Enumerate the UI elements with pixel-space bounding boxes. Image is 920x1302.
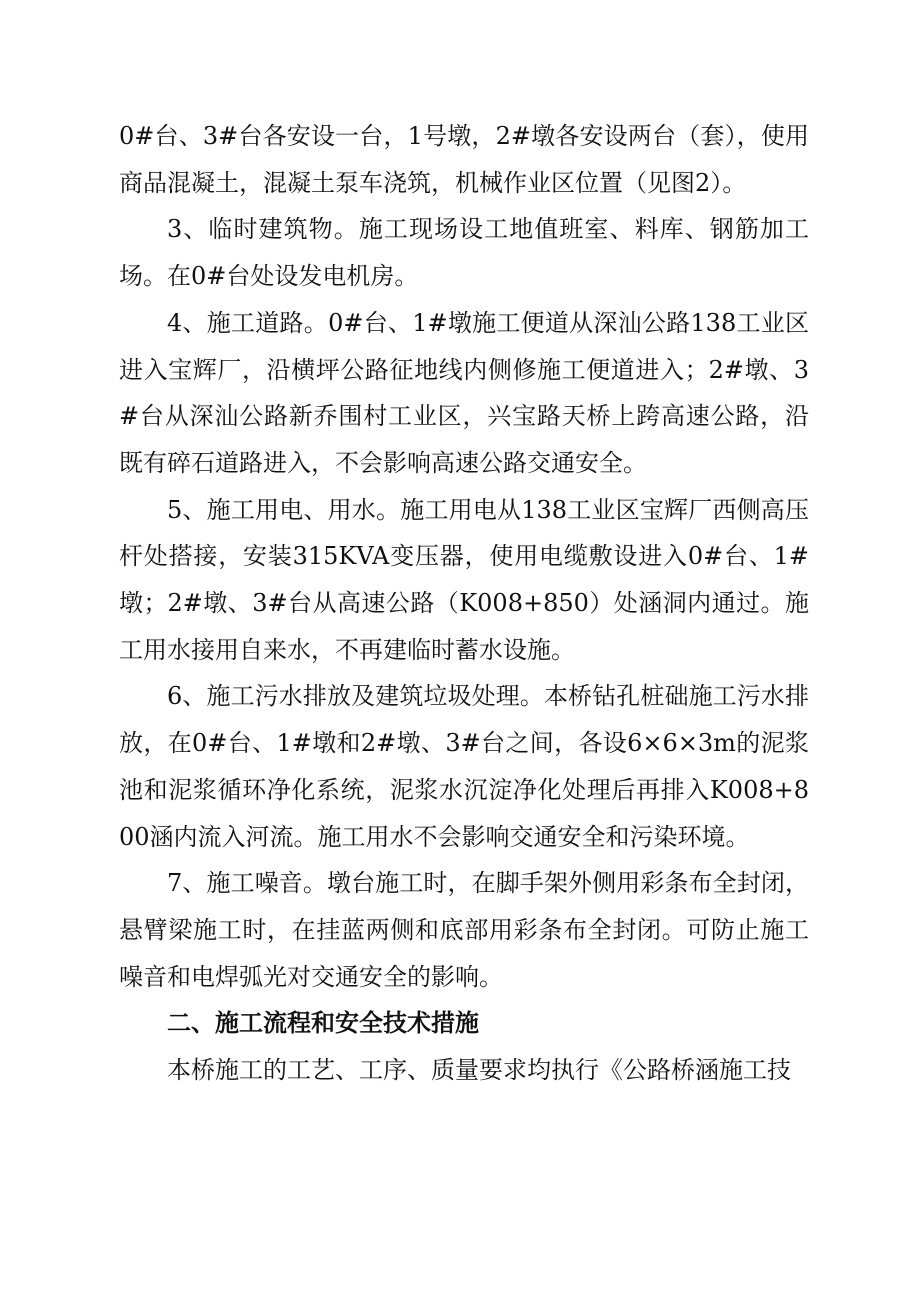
paragraph-sewage-and-waste: 6、施工污水排放及建筑垃圾处理。本桥钻孔桩础施工污水排放，在0#台、1#墩和2#墩、3#台之间，各设6×6×3m的泥浆池和泥浆循环净化系统，泥浆水沉淀净化处理后再排入K008+800涵内流入河流。施工用水不会影响交通安全和污染环境。 — [119, 682, 809, 851]
document-body — [119, 113, 809, 1094]
paragraph-construction-roads: 4、施工道路。0#台、1#墩施工便道从深汕公路138工业区进入宝辉厂，沿横坪公路征地线内侧修施工便道进入；2#墩、3#台从深汕公路新乔围村工业区，兴宝路天桥上跨高速公路，沿既有碎石道路进入，不会影响高速公路交通安全。 — [119, 308, 809, 477]
paragraph-power-and-water: 5、施工用电、用水。施工用电从138工业区宝辉厂西侧高压杆处搭接，安装315KVA变压器，使用电缆敷设进入0#台、1#墩；2#墩、3#台从高速公路（K008+850）处涵洞内通过。施工用水接用自来水，不再建临时蓄水设施。 — [119, 495, 809, 664]
paragraph-noise: 7、施工噪音。墩台施工时，在脚手架外侧用彩条布全封闭，悬臂梁施工时，在挂蓝两侧和底部用彩条布全封闭。可防止施工噪音和电焊弧光对交通安全的影响。 — [119, 869, 809, 991]
paragraph-closing: 本桥施工的工艺、工序、质量要求均执行《公路桥涵施工技 — [167, 1056, 791, 1085]
paragraph-temporary-buildings: 3、临时建筑物。施工现场设工地值班室、料库、钢筋加工场。在0#台处设发电机房。 — [119, 215, 809, 291]
paragraph-continued: 0#台、3#台各安设一台，1号墩，2#墩各安设两台（套），使用商品混凝土，混凝土泵车浇筑，机械作业区位置（见图2）。 — [119, 122, 809, 197]
section-heading: 二、施工流程和安全技术措施 — [167, 1008, 479, 1038]
